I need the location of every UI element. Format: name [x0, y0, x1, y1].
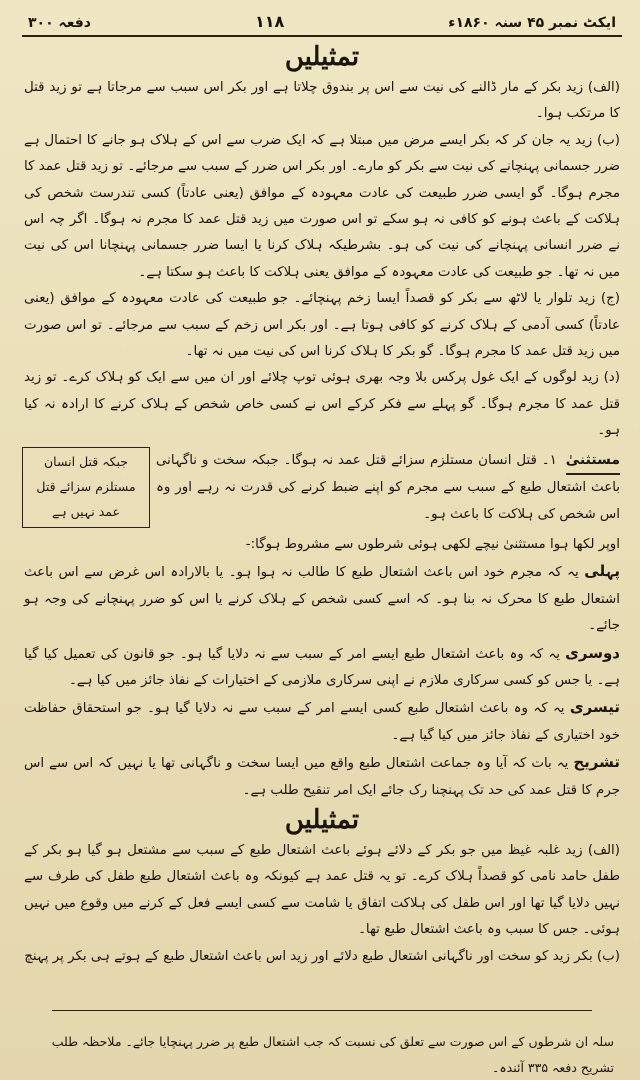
footnote-divider: [52, 1010, 592, 1011]
illustrations-heading: تمثیلیں: [284, 42, 360, 72]
explanation-label: تشریح: [573, 753, 620, 772]
header-act-label: ایکٹ نمبر ۴۵ سنہ ۱۸۶۰ء: [448, 15, 616, 31]
illustration-dal: (د) زید لوگوں کے ایک غول پرکس بلا وجہ بھری ہوئی توپ چلائے اور ان میں سے ایک کو ہلاک کرے۔ تو زید قتل عمد کا مجرم ہوگا۔ گو پہلے سے فکر کرکے اس نے کسی خاص شخص کے ہلاک کرنے کا ارادہ نہ کیا ہو۔: [24, 370, 620, 439]
exception-label: مستثنیٰ: [566, 447, 620, 475]
condition-second-text: یہ کہ وہ باعث اشتعال طبع ایسے امر کے سبب سے نہ دلایا گیا ہو۔ جو قانون کی تعمیل کیا گیا ہے۔ یا جس کو کسی سرکاری ملازم نے اپنی سرکاری ملازمی کے اختیارات کے نفاذ جائز میں کیا ہے۔: [24, 646, 620, 688]
condition-first: [22, 558, 622, 639]
condition-first-label: پہلی: [584, 562, 621, 581]
exception-margin-box: جبکہ قتل انسان مستلزم سزائے قتل عمد نہیں ہے: [22, 447, 150, 528]
condition-third-text: یہ کہ وہ باعث اشتعال طبع کسی ایسے امر کے سبب سے نہ دلایا گیا ہو۔ جو استحقاق حفاظت خود اختیاری کے نفاذ جائز میں کیا گیا ہے۔: [24, 701, 620, 743]
second-illustration-alif: (الف) زید غلبہ غیظ میں جو بکر کے دلائے ہوئے باعث اشتعال طبع کے سبب سے مشتعل ہو گیا ہو بکر کے طفل حامد نامی کو قصداً ہلاک کرے۔ تو یہ قتل عمد ہے کیونکہ وہ باعث اشتعال طبع طفل کی طرف سے نہیں دلایا گیا تھا اور اس طفل کی ہلاکت اتفاق یا شامت سے کسی ایسے فعل کے کرنے میں وقوع میں نہیں ہوئی۔ جس کا سبب وہ باعث اشتعال طبع تھا۔: [24, 842, 620, 938]
condition-second: [22, 640, 622, 695]
header-rule: [22, 35, 622, 37]
page-number: ۱۱۸: [254, 12, 285, 31]
illustration-jeem: (ج) زید تلوار یا لاٹھ سے بکر کو قصداً ایسا زخم پہنچائے۔ جو طبیعت کی عادت معہودہ کے موافق (یعنی عادتاً) کسی آدمی کے ہلاک کرنے کو کافی ہوتا ہے۔ اور بکر اس زخم کے سبب سے مرجائے۔ تو اس صورت میں زید قتل عمد کا مجرم ہوگا۔ گو بکر کا ہلاک کرنا اس کی نیت میں نہ تھا۔: [24, 291, 620, 360]
explanation-text: یہ بات کہ آیا وہ جماعت اشتعال طبع واقع میں ایسا سخت و ناگہانی تھا یا نہیں کہ اس سے اس جرم کا قتل عمد کی حد تک پہنچنا رک جائے ایک امر تنقیح طلب ہے۔: [24, 756, 620, 798]
illustration-be: (ب) زید یہ جان کر کہ بکر ایسے مرض میں مبتلا ہے کہ ایک ضرب سے اس کے ہلاک ہو جانے کا احتمال ہے ضرر جسمانی پہنچانے کی نیت سے بکر کو مارے۔ اور بکر اس ضرر کے سبب سے مرجائے۔ تو زید قتل عمد کا مجرم ہوگا۔ گو ایسی ضرر طبیعت کی عادت معہودہ کے موافق (یعنی عادتاً) کسی تندرست شخص کی ہلاکت کے باعث ہونے کو کافی نہ ہو سکے تو اس صورت میں زید قتل عمد کا مجرم نہ ہوگا۔ اگر چہ اس نے ضرر انسانی پہنچانے کی نیت کی ہو۔ بشرطیکہ ہلاک کرنا یا ایسا ضرر جسمانی پہنچانا اس کی نیت میں نہ تھا۔ جو طبیعت کی عادت معہودہ کے موافق یعنی ہلاکت کا باعث ہو سکتا ہے۔: [24, 132, 620, 280]
illustration-alif: (الف) زید بکر کے مار ڈالنے کی نیت سے اس پر بندوق چلاتا ہے اور بکر اس سبب سے مرجاتا ہے تو زید قتل کا مرتکب ہوا۔: [24, 80, 620, 122]
exception-side: [154, 447, 622, 528]
condition-second-label: دوسری: [565, 643, 620, 662]
explanation: [22, 749, 622, 804]
condition-third: [22, 694, 622, 749]
header-section-label: دفعہ ۳۰۰: [28, 15, 91, 31]
exception-block: [22, 447, 622, 528]
footnote: سلہ ان شرطوں کے اس صورت سے تعلق کی نسبت کہ جب اشتعال طبع پر ضرر پہنچایا جائے۔ ملاحظہ طلب تشریح دفعہ ۳۳۵ آئندہ۔: [51, 1034, 614, 1075]
exception-text: ۱۔ قتل انسان مستلزم سزائے قتل عمد نہ ہوگا۔ جبکہ سخت و ناگہانی باعث اشتعال طبع کے سبب سے مجرم کو اپنے ضبط کرنے کی قدرت نہ رہے اور وہ اس شخص کی ہلاکت کا باعث ہو۔: [156, 452, 620, 522]
second-illustration-be: (ب) بکر زید کو سخت اور ناگہانی اشتعال طبع دلائے اور زید اس باعث اشتعال طبع کے ہوتے ہی بکر پر پہنچ: [24, 948, 620, 964]
second-illustrations-heading: تمثیلیں: [284, 804, 360, 835]
page-header: [22, 12, 622, 33]
conditions-intro: اوپر لکھا ہوا مستثنیٰ نیچے لکھی ہوئی شرطوں سے مشروط ہوگا:-: [245, 536, 620, 552]
condition-third-label: تیسری: [569, 698, 620, 717]
condition-first-text: یہ کہ مجرم خود اس باعث اشتعال طبع کا طالب نہ ہوا ہو۔ یا بالارادہ اس غرض سے اس باعث اشتعال طبع کا محرک نہ بنا ہو۔ کہ اسے کسی شخص کے ہلاک کرنے یا اس کو ضرر پہنچانے کی وجہ ہو جائے۔: [24, 565, 620, 634]
